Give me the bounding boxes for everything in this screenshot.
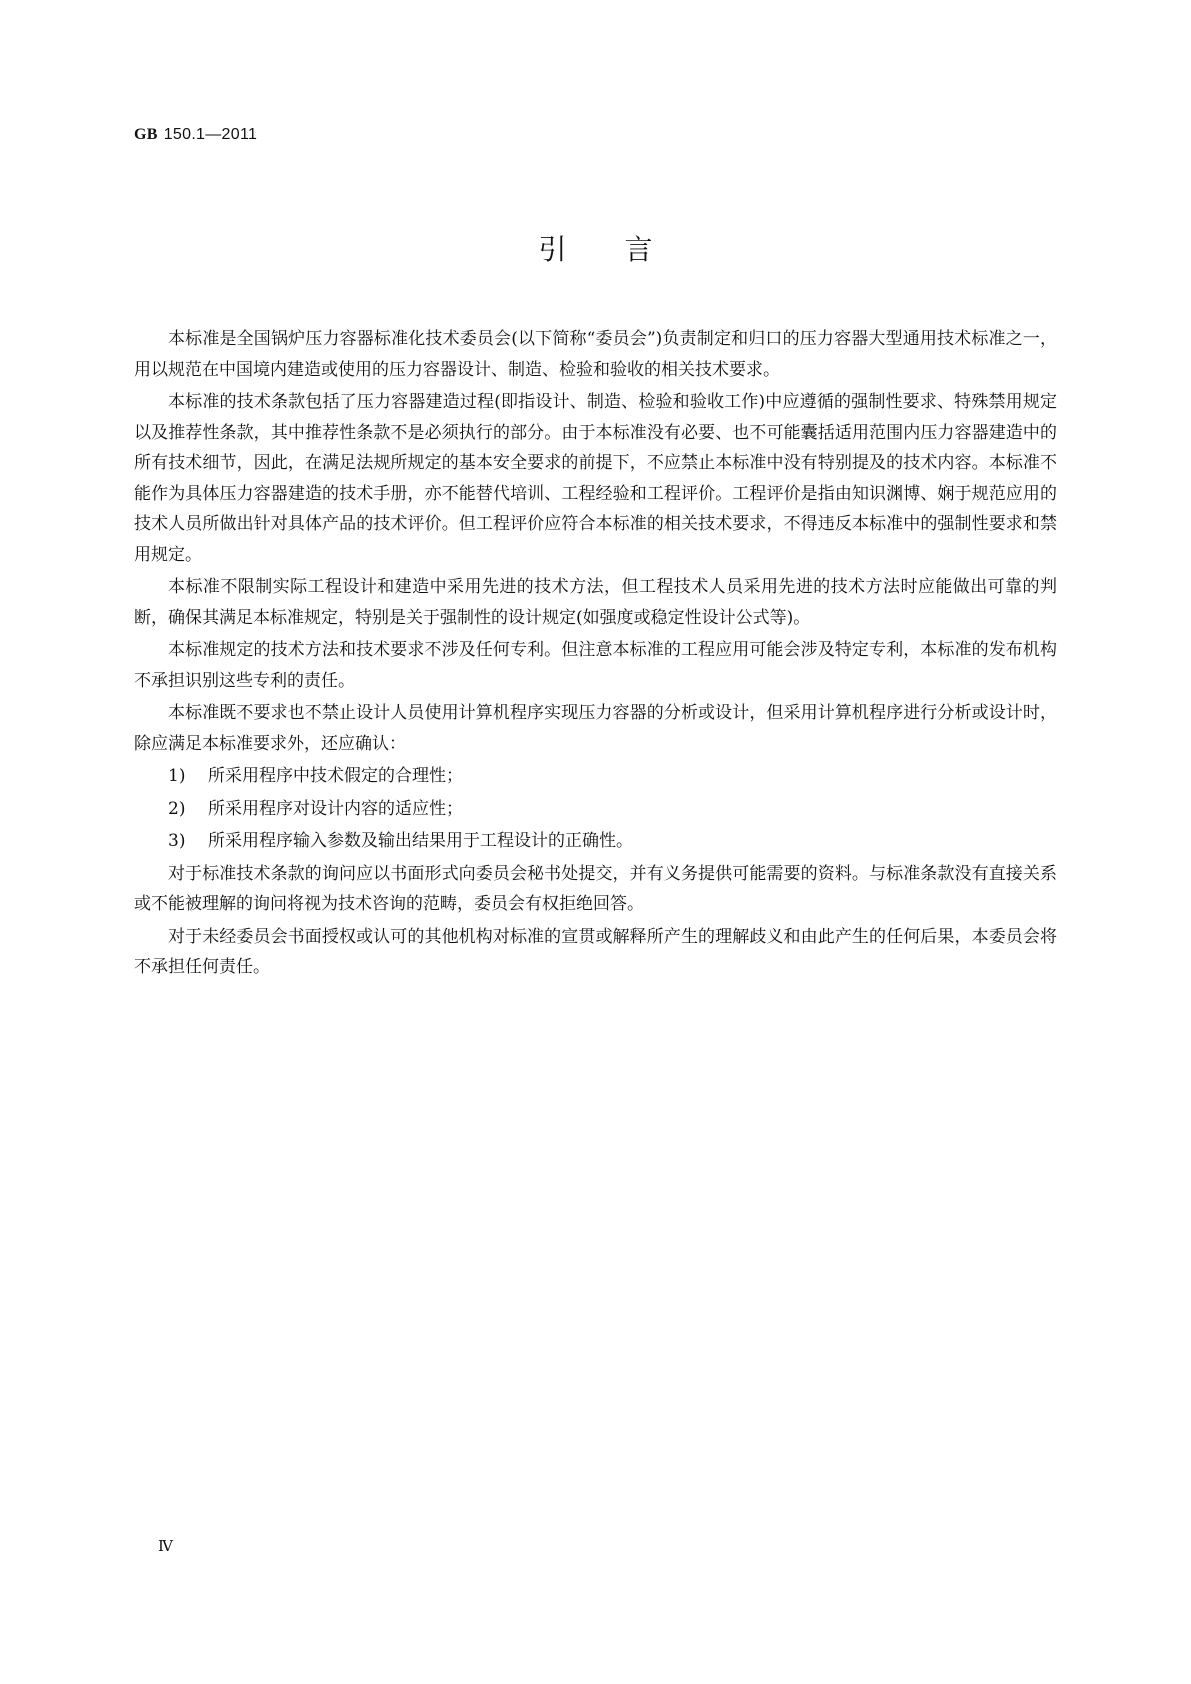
paragraph: 本标准的技术条款包括了压力容器建造过程(即指设计、制造、检验和验收工作)中应遵循的强制性要求、特殊禁用规定以及推荐性条款，其中推荐性条款不是必须执行的部分。由于本标准没有必要、也不可能囊括适用范围内压力容器建造中的所有技术细节，因此，在满足法规所规定的基本安全要求的前提下，不应禁止本标准中没有特别提及的技术内容。本标准不能作为具体压力容器建造的技术手册，亦不能替代培训、工程经验和工程评价。工程评价是指由知识渊博、娴于规范应用的技术人员所做出针对具体产品的技术评价。但工程评价应符合本标准的相关技术要求，不得违反本标准中的强制性要求和禁用规定。 bbox=[134, 392, 1057, 565]
list-item bbox=[134, 794, 1057, 825]
list-item bbox=[134, 826, 1057, 857]
list-item bbox=[134, 761, 1057, 792]
page-title: 引言 bbox=[538, 233, 711, 266]
standard-code: 150.1—2011 bbox=[163, 126, 258, 143]
paragraph: 本标准规定的技术方法和技术要求不涉及任何专利。但注意本标准的工程应用可能会涉及特定专利，本标准的发布机构不承担识别这些专利的责任。 bbox=[134, 640, 1057, 691]
list-item-number: 2) bbox=[168, 798, 186, 819]
list-item-text: 所采用程序对设计内容的适应性； bbox=[208, 798, 463, 819]
paragraph: 本标准不限制实际工程设计和建造中采用先进的技术方法，但工程技术人员采用先进的技术方法时应能做出可靠的判断，确保其满足本标准规定，特别是关于强制性的设计规定(如强度或稳定性设计公式等)。 bbox=[134, 577, 1057, 628]
paragraph: 本标准是全国锅炉压力容器标准化技术委员会(以下简称“委员会”)负责制定和归口的压力容器大型通用技术标准之一，用以规范在中国境内建造或使用的压力容器设计、制造、检验和验收的相关技术要求。 bbox=[134, 329, 1057, 380]
paragraph: 对于未经委员会书面授权或认可的其他机构对标准的宣贯或解释所产生的理解歧义和由此产生的任何后果，本委员会将不承担任何责任。 bbox=[134, 926, 1057, 977]
paragraph: 本标准既不要求也不禁止设计人员使用计算机程序实现压力容器的分析或设计，但采用计算机程序进行分析或设计时，除应满足本标准要求外，还应确认： bbox=[134, 703, 1057, 754]
list-item-number: 1) bbox=[168, 766, 186, 786]
list-item-text: 所采用程序中技术假定的合理性； bbox=[208, 766, 463, 786]
standard-prefix: GB bbox=[134, 126, 158, 143]
list-item-text: 所采用程序输入参数及输出结果用于工程设计的正确性。 bbox=[208, 831, 633, 851]
page-number: Ⅳ bbox=[158, 1537, 173, 1555]
body-text bbox=[134, 324, 1057, 985]
list-item-number: 3) bbox=[168, 831, 186, 851]
standard-number bbox=[134, 126, 257, 144]
paragraph: 对于标准技术条款的询问应以书面形式向委员会秘书处提交，并有义务提供可能需要的资料。与标准条款没有直接关系或不能被理解的询问将视为技术咨询的范畴，委员会有权拒绝回答。 bbox=[134, 863, 1057, 914]
